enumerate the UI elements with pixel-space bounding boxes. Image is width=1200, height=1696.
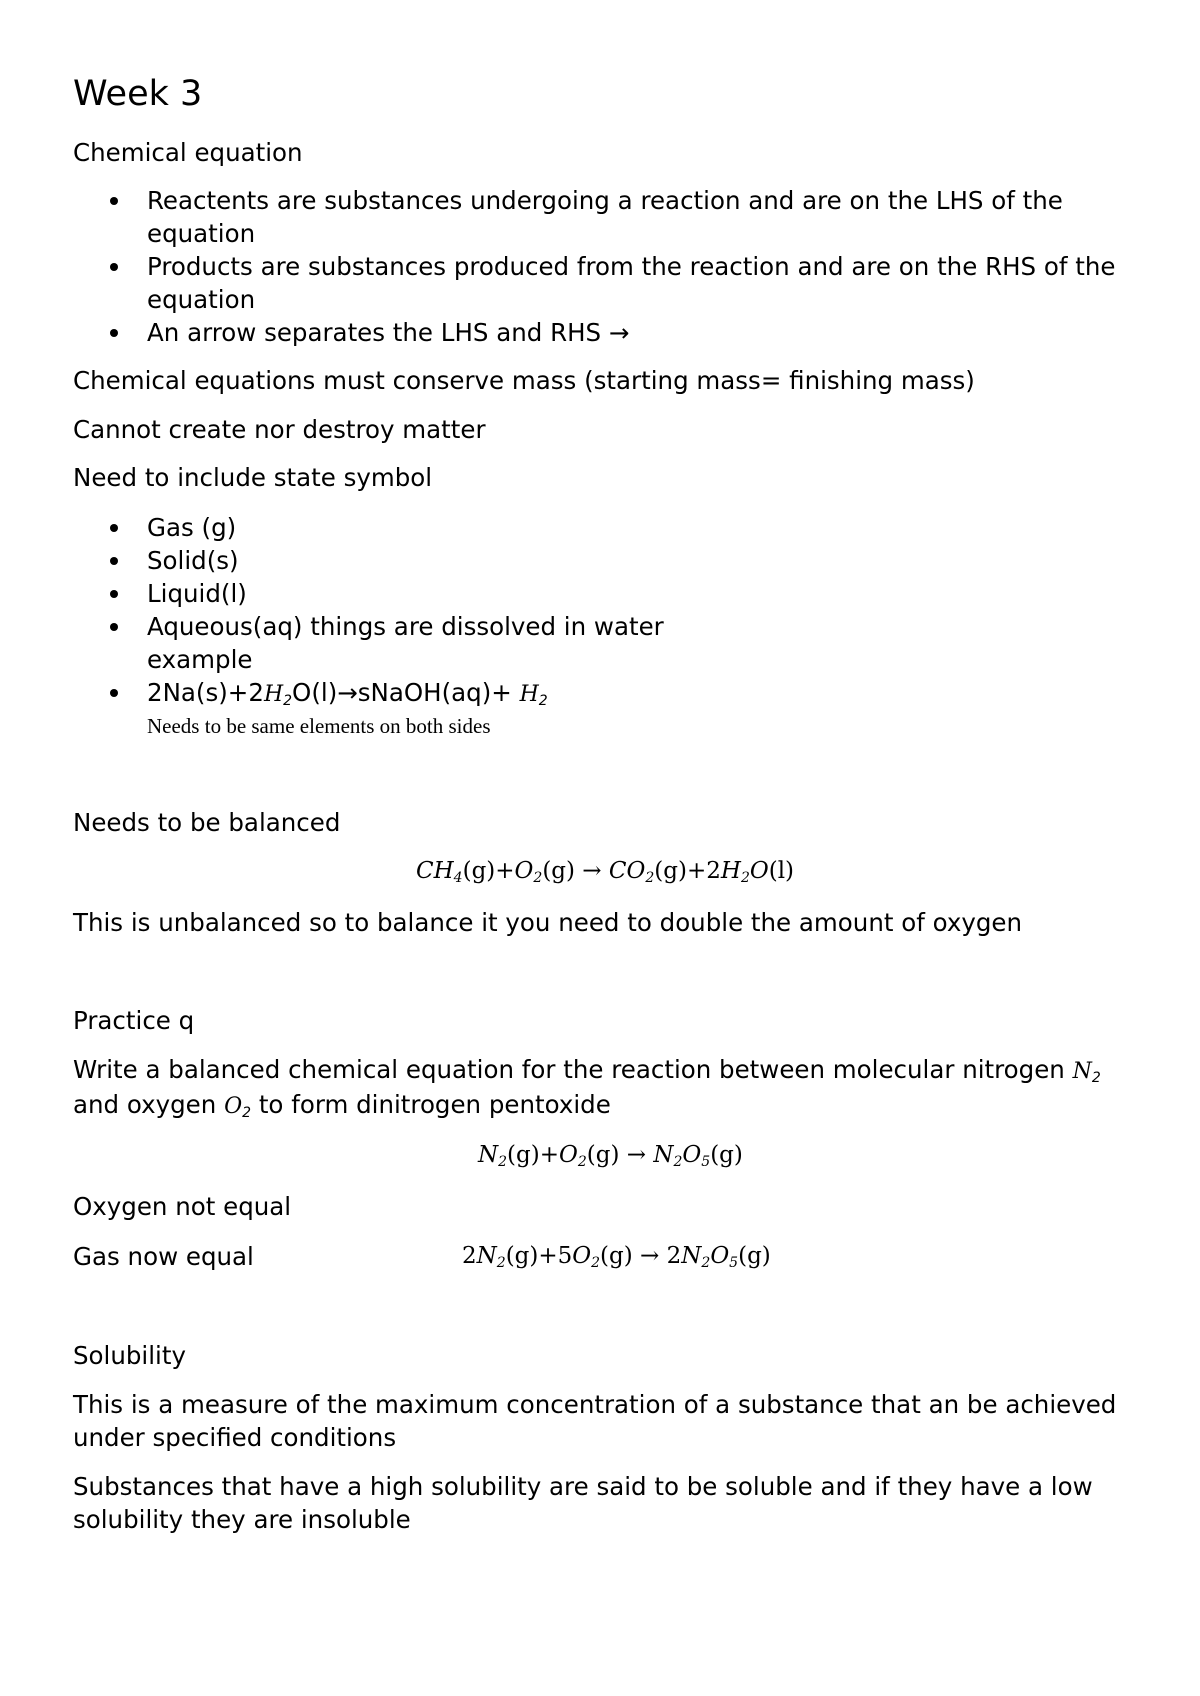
bullet-dot (110, 590, 118, 598)
heading-solubility: Solubility (73, 1341, 186, 1370)
solubility-p1-line2: under specified conditions (73, 1423, 397, 1452)
practice-question-line1: Write a balanced chemical equation for the reaction between molecular nitrogen $N_2$ (73, 1055, 1101, 1086)
bullet-dot (110, 623, 118, 631)
nitrogen-equation-unbalanced: $N_2(g)+O_2(g) \to N_2O_5(g)$ (478, 1142, 743, 1170)
state-solid: Solid(s) (147, 546, 239, 575)
state-liquid: Liquid(l) (147, 579, 247, 608)
bullet-products-line1: Products are substances produced from the reaction and are on the RHS of the (147, 252, 1116, 281)
bullet-dot (110, 689, 118, 697)
unbalanced-explanation: This is unbalanced so to balance it you need to double the amount of oxygen (73, 908, 1023, 937)
heading-state-symbol: Need to include state symbol (73, 463, 433, 492)
oxygen-not-equal: Oxygen not equal (73, 1192, 292, 1221)
heading-practice: Practice q (73, 1006, 195, 1035)
solubility-p2-line1: Substances that have a high solubility are said to be soluble and if they have a low (73, 1472, 1093, 1501)
bullet-reactants-line2: equation (147, 219, 256, 248)
solubility-p2-line2: solubility they are insoluble (73, 1505, 411, 1534)
bullet-products-line2: equation (147, 285, 256, 314)
cannot-create-text: Cannot create nor destroy matter (73, 415, 486, 444)
bullet-arrow: An arrow separates the LHS and RHS → (147, 318, 630, 347)
bullet-dot (110, 263, 118, 271)
state-gas: Gas (g) (147, 513, 237, 542)
practice-question-line2: and oxygen $O_2$ to form dinitrogen pentoxide (73, 1090, 611, 1121)
gas-now-equal: Gas now equal (73, 1242, 254, 1271)
solubility-p1-line1: This is a measure of the maximum concentration of a substance that an be achieved (73, 1390, 1117, 1419)
conserve-mass-text: Chemical equations must conserve mass (starting mass= finishing mass) (73, 366, 975, 395)
example-label: example (147, 645, 253, 674)
heading-needs-balanced: Needs to be balanced (73, 808, 341, 837)
nitrogen-equation-balanced: $2N_2(g)+5O_2(g) \to 2N_2O_5(g)$ (462, 1243, 771, 1271)
bullet-dot (110, 197, 118, 205)
example-equation: $2Na(s)+2H_2O(l)\to sNaOH(aq)+ H_2$ (147, 678, 548, 709)
bullet-dot (110, 557, 118, 565)
same-elements-note: Needs to be same elements on both sides (147, 714, 491, 738)
bullet-dot (110, 524, 118, 532)
bullet-dot (110, 329, 118, 337)
bullet-reactants-line1: Reactents are substances undergoing a reaction and are on the LHS of the (147, 186, 1063, 215)
heading-chemical-equation: Chemical equation (73, 138, 303, 167)
methane-equation: $CH_4(g)+O_2(g) \to CO_2(g)+2H_2O(l)$ (416, 858, 795, 886)
state-aqueous: Aqueous(aq) things are dissolved in water (147, 612, 664, 641)
page-title: Week 3 (73, 74, 203, 114)
